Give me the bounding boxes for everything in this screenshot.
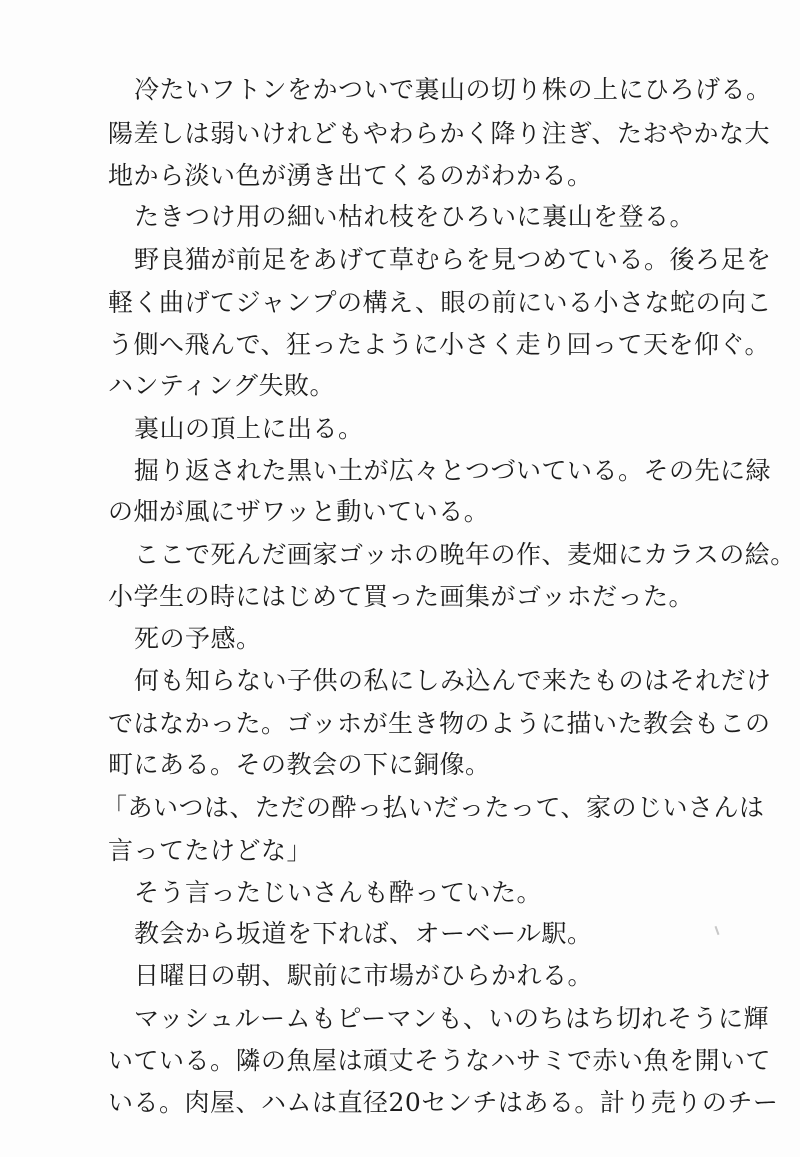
text-line: の畑が風にザワッと動いている。 — [108, 497, 490, 526]
text-line: 教会から坂道を下れば、オーベール駅。 — [134, 919, 593, 948]
text-line: 軽く曲げてジャンプの構え、眼の前にいる小さな蛇の向こ — [108, 288, 773, 317]
text-line: 裏山の頂上に出る。 — [134, 414, 364, 443]
text-line: 「あいつは、ただの酔っ払いだったって、家のじいさんは — [102, 793, 765, 822]
text-line: ではなかった。ゴッホが生き物のように描いた教会もこの — [108, 709, 771, 738]
text-line: ハンティング失敗。 — [108, 371, 336, 400]
text-line: 陽差しは弱いけれどもやわらかく降り注ぎ、たおやかな大 — [108, 119, 771, 148]
text-line: 地から淡い色が湧き出てくるのがわかる。 — [108, 161, 593, 190]
text-line: 日曜日の朝、駅前に市場がひらかれる。 — [134, 961, 594, 990]
text-line: 小学生の時にはじめて買った画集がゴッホだった。 — [108, 582, 695, 611]
text-line: 死の予感。 — [134, 624, 262, 653]
text-line: 野良猫が前足をあげて草むらを見つめている。後ろ足を — [134, 245, 772, 274]
text-line: ここで死んだ画家ゴッホの晩年の作、麦畑にカラスの絵。 — [134, 540, 796, 569]
text-line: 町にある。その教会の下に銅像。 — [108, 750, 491, 779]
text-line: マッシュルームもピーマンも、いのちはち切れそうに輝 — [134, 1004, 770, 1033]
text-line: いている。隣の魚屋は頑丈そうなハサミで赤い魚を開いて — [108, 1046, 772, 1075]
text-line: 掘り返された黒い土が広々とつづいている。その先に緑 — [134, 456, 772, 485]
text-line: う側へ飛んで、狂ったように小さく走り回って天を仰ぐ。 — [108, 330, 771, 359]
text-line: たきつけ用の細い枯れ枝をひろいに裏山を登る。 — [134, 202, 696, 231]
text-line: 言ってたけどな」 — [108, 836, 313, 865]
text-line: そう言ったじいさんも酔っていた。 — [134, 878, 543, 907]
text-line: いる。肉屋、ハムは直径20センチはある。計り売りのチー — [108, 1088, 779, 1117]
text-line: 何も知らない子供の私にしみ込んで来たものはそれだけ — [134, 666, 772, 695]
text-line: 冷たいフトンをかついで裏山の切り株の上にひろげる。 — [134, 75, 772, 104]
